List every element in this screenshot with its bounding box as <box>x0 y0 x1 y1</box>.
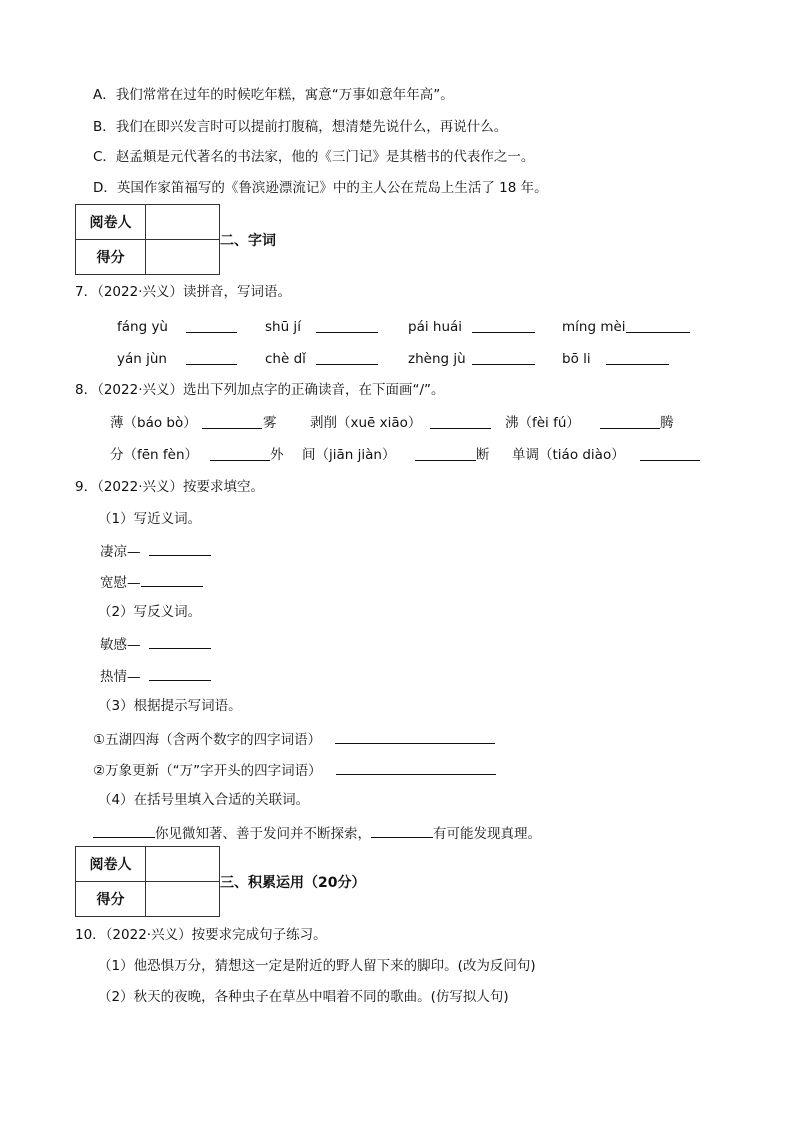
reviewer-label: 阅卷人 <box>76 205 146 240</box>
reviewer-label: 阅卷人 <box>76 847 146 882</box>
pinyin: shū jí <box>265 319 301 335</box>
answer-blank[interactable] <box>371 823 433 838</box>
word: 剥削（xuē xiāo） <box>310 415 422 431</box>
word: 薄（báo bò） <box>110 415 197 431</box>
score-cell[interactable] <box>146 882 220 917</box>
question-title: 7．（2022·兴义）读拼音，写词语。 <box>75 284 291 300</box>
answer-blank[interactable] <box>430 414 491 429</box>
score-label: 得分 <box>76 882 146 917</box>
word: 热情— <box>100 669 141 685</box>
answer-blank[interactable] <box>149 666 211 681</box>
answer-blank[interactable] <box>186 350 237 365</box>
question-title: 9．（2022·兴义）按要求填空。 <box>75 479 264 495</box>
word: 单调（tiáo diào） <box>512 447 625 463</box>
answer-blank[interactable] <box>210 446 270 461</box>
word: 间（jiān jiàn） <box>302 447 396 463</box>
sub-prompt: （2）秋天的夜晚，各种虫子在草丛中唱着不同的歌曲。(仿写拟人句) <box>98 989 509 1005</box>
reviewer-cell[interactable] <box>146 847 220 882</box>
answer-blank[interactable] <box>316 350 378 365</box>
sub-prompt: （2）写反义词。 <box>98 604 202 620</box>
sub-prompt: （3）根据提示写词语。 <box>98 698 242 714</box>
answer-blank[interactable] <box>335 729 495 744</box>
sentence-part: 有可能发现真理。 <box>433 826 541 842</box>
answer-blank[interactable] <box>186 318 237 333</box>
answer-blank[interactable] <box>202 414 262 429</box>
hint-item <box>93 729 495 749</box>
hint: ①五湖四海（含两个数字的四字词语） <box>93 732 322 748</box>
answer-blank[interactable] <box>149 634 211 649</box>
sub-prompt: （1）写近义词。 <box>98 511 202 527</box>
answer-blank[interactable] <box>336 760 496 775</box>
option-d: D．英国作家笛福写的《鲁滨逊漂流记》中的主人公在荒岛上生活了 18 年。 <box>93 180 548 196</box>
score-label: 得分 <box>76 240 146 275</box>
pinyin: bō li <box>562 351 591 367</box>
answer-blank[interactable] <box>472 318 535 333</box>
reviewer-cell[interactable] <box>146 205 220 240</box>
section-heading: 三、积累运用（20分） <box>220 875 366 891</box>
word-suffix: 外 <box>270 447 284 463</box>
pinyin: pái huái <box>408 319 463 335</box>
sub-prompt: （1）他恐惧万分，猜想这一定是附近的野人留下来的脚印。(改为反问句) <box>98 958 536 974</box>
hint: ②万象更新（“万”字开头的四字词语） <box>93 763 322 779</box>
pinyin: zhèng jù <box>408 351 466 367</box>
answer-blank[interactable] <box>626 318 690 333</box>
pinyin: chè dǐ <box>265 351 306 367</box>
question-title: 10．（2022·兴义）按要求完成句子练习。 <box>75 927 327 943</box>
answer-blank[interactable] <box>141 572 203 587</box>
word: 分（fēn fèn） <box>110 447 199 463</box>
answer-blank[interactable] <box>149 541 211 556</box>
answer-blank[interactable] <box>415 446 476 461</box>
answer-blank[interactable] <box>93 823 155 838</box>
section-heading: 二、字词 <box>220 233 276 249</box>
word: 凄凉— <box>100 544 141 560</box>
sentence-part: 你见微知著、善于发问并不断探索， <box>155 826 371 842</box>
antonym-item <box>100 666 211 686</box>
answer-blank[interactable] <box>606 350 669 365</box>
word-suffix: 腾 <box>660 415 674 431</box>
answer-blank[interactable] <box>316 318 378 333</box>
pinyin: yán jùn <box>117 351 167 367</box>
answer-blank[interactable] <box>600 414 660 429</box>
question-title: 8．（2022·兴义）选出下列加点字的正确读音，在下面画“/”。 <box>75 382 445 398</box>
word: 敏感— <box>100 637 141 653</box>
option-a: A．我们常常在过年的时候吃年糕，寓意“万事如意年年高”。 <box>93 87 454 103</box>
word-suffix: 雾 <box>263 415 277 431</box>
option-b: B．我们在即兴发言时可以提前打腹稿，想清楚先说什么，再说什么。 <box>93 119 508 135</box>
score-table <box>75 846 220 917</box>
synonym-item <box>100 572 203 592</box>
answer-blank[interactable] <box>640 446 700 461</box>
score-cell[interactable] <box>146 240 220 275</box>
word: 沸（fèi fú） <box>505 415 580 431</box>
antonym-item <box>100 634 211 654</box>
pinyin: míng mèi <box>562 319 626 335</box>
conjunction-sentence <box>93 823 541 843</box>
pinyin: fáng yù <box>117 319 168 335</box>
word-suffix: 断 <box>476 447 490 463</box>
answer-blank[interactable] <box>472 350 535 365</box>
synonym-item <box>100 541 211 561</box>
sub-prompt: （4）在括号里填入合适的关联词。 <box>98 792 310 808</box>
hint-item <box>93 760 496 780</box>
option-c: C．赵孟頫是元代著名的书法家，他的《三门记》是其楷书的代表作之一。 <box>93 149 535 165</box>
score-table <box>75 204 220 275</box>
word: 宽慰— <box>100 575 141 591</box>
